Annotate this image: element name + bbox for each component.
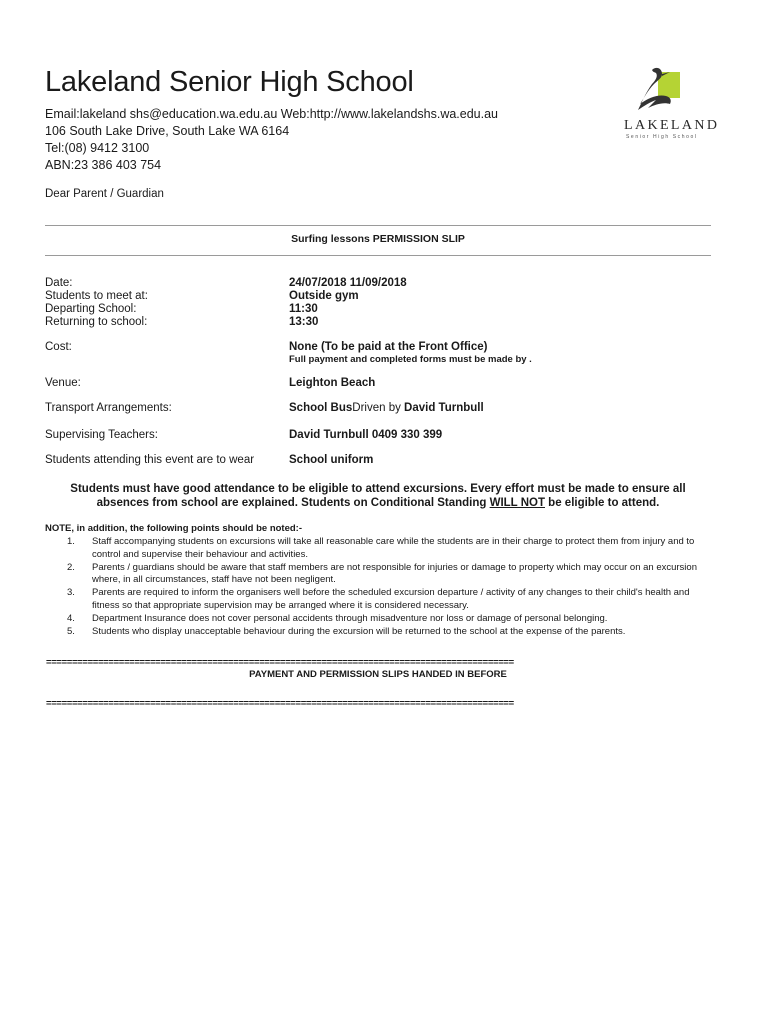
note-number: 2. <box>67 561 75 573</box>
return-value: 13:30 <box>289 316 319 328</box>
teachers-value: David Turnbull 0409 330 399 <box>289 429 443 441</box>
transport-label: Transport Arrangements: <box>45 402 172 414</box>
list-item <box>45 587 711 613</box>
list-item <box>45 626 711 639</box>
contact-phone: Tel:(08) 9412 3100 <box>45 141 150 155</box>
wear-value: School uniform <box>289 454 374 466</box>
transport-driver: David Turnbull <box>404 402 484 414</box>
logo-subtitle: Senior High School <box>626 134 698 140</box>
divider-bottom <box>45 255 711 256</box>
contact-email-web: Email:lakeland shs@education.wa.edu.au Web:http://www.lakelandshs.wa.edu.au <box>45 107 499 121</box>
transport-value <box>289 402 484 414</box>
notice-line-1: Students must have good attendance to be eligible to attend excursions. Every effort must be made to ensure all <box>70 483 686 495</box>
divider-top <box>45 225 711 226</box>
notice-line-2 <box>45 496 711 510</box>
greeting: Dear Parent / Guardian <box>45 188 164 200</box>
wear-label: Students attending this event are to wear <box>45 454 255 466</box>
notes-list <box>45 536 711 638</box>
cost-value: None (To be paid at the Front Office) <box>289 341 488 353</box>
note-text: Parents are required to inform the organisers well before the scheduled excursion departure / activity of any changes to their child's health and fitness so that appropriate supervision may be arranged where it is considered necessary. <box>92 587 690 611</box>
note-text: Students who display unacceptable behaviour during the excursion will be returned to the school at the expense of the parents. <box>92 625 626 637</box>
notes-heading: NOTE, in addition, the following points should be noted:- <box>45 523 302 534</box>
list-item <box>45 613 711 626</box>
cost-label: Cost: <box>45 341 72 353</box>
venue-label: Venue: <box>45 377 81 389</box>
list-item <box>45 536 711 562</box>
depart-value: 11:30 <box>289 303 318 315</box>
cost-note: Full payment and completed forms must be made by . <box>289 354 532 365</box>
venue-value: Leighton Beach <box>289 377 376 389</box>
transport-mode: School Bus <box>289 402 353 414</box>
notice-will-not: WILL NOT <box>489 497 545 509</box>
school-contact-block <box>45 106 498 174</box>
contact-abn: ABN:23 386 403 754 <box>45 158 162 172</box>
note-number: 3. <box>67 587 75 599</box>
date-value: 24/07/2018 11/09/2018 <box>289 277 407 289</box>
handed-in-heading: PAYMENT AND PERMISSION SLIPS HANDED IN BEFORE <box>249 669 507 680</box>
note-number: 5. <box>67 625 75 637</box>
note-text: Department Insurance does not cover personal accidents through misadventure nor loss or damage of personal belonging. <box>92 612 608 624</box>
slip-title: Surfing lessons PERMISSION SLIP <box>291 233 465 245</box>
separator-line-2: ========================================================================================== <box>46 698 514 709</box>
schedule-values <box>289 277 407 329</box>
separator-line-1: ========================================================================================== <box>46 657 514 668</box>
note-text: Parents / guardians should be aware that staff members are not responsible for injuries or damage to property which may occur on an excursion where, in all circumstances, staff have not been negligent. <box>92 561 697 586</box>
notice-line-2-pre: absences from school are explained. Students on Conditional Standing <box>96 497 490 509</box>
notice-line-2-post: be eligible to attend. <box>544 497 660 509</box>
school-name: Lakeland Senior High School <box>45 66 414 98</box>
depart-label: Departing School: <box>45 303 137 315</box>
note-number: 1. <box>67 536 75 547</box>
list-item <box>45 562 711 588</box>
note-number: 4. <box>67 612 75 624</box>
logo-wordmark: LAKELAND <box>624 118 720 133</box>
transport-driven-by: Driven by <box>352 402 405 414</box>
attendance-notice <box>45 482 711 510</box>
meet-value: Outside gym <box>289 290 359 302</box>
return-label: Returning to school: <box>45 316 148 328</box>
meet-label: Students to meet at: <box>45 290 148 302</box>
note-text: Staff accompanying students on excursions will take all reasonable care while the students are in their charge to protect them from injury and to control and supervise their behaviour and activities. <box>92 536 695 560</box>
schedule-labels <box>45 277 148 329</box>
contact-address: 106 South Lake Drive, South Lake WA 6164 <box>45 124 290 138</box>
teachers-label: Supervising Teachers: <box>45 429 158 441</box>
date-label: Date: <box>45 277 73 289</box>
